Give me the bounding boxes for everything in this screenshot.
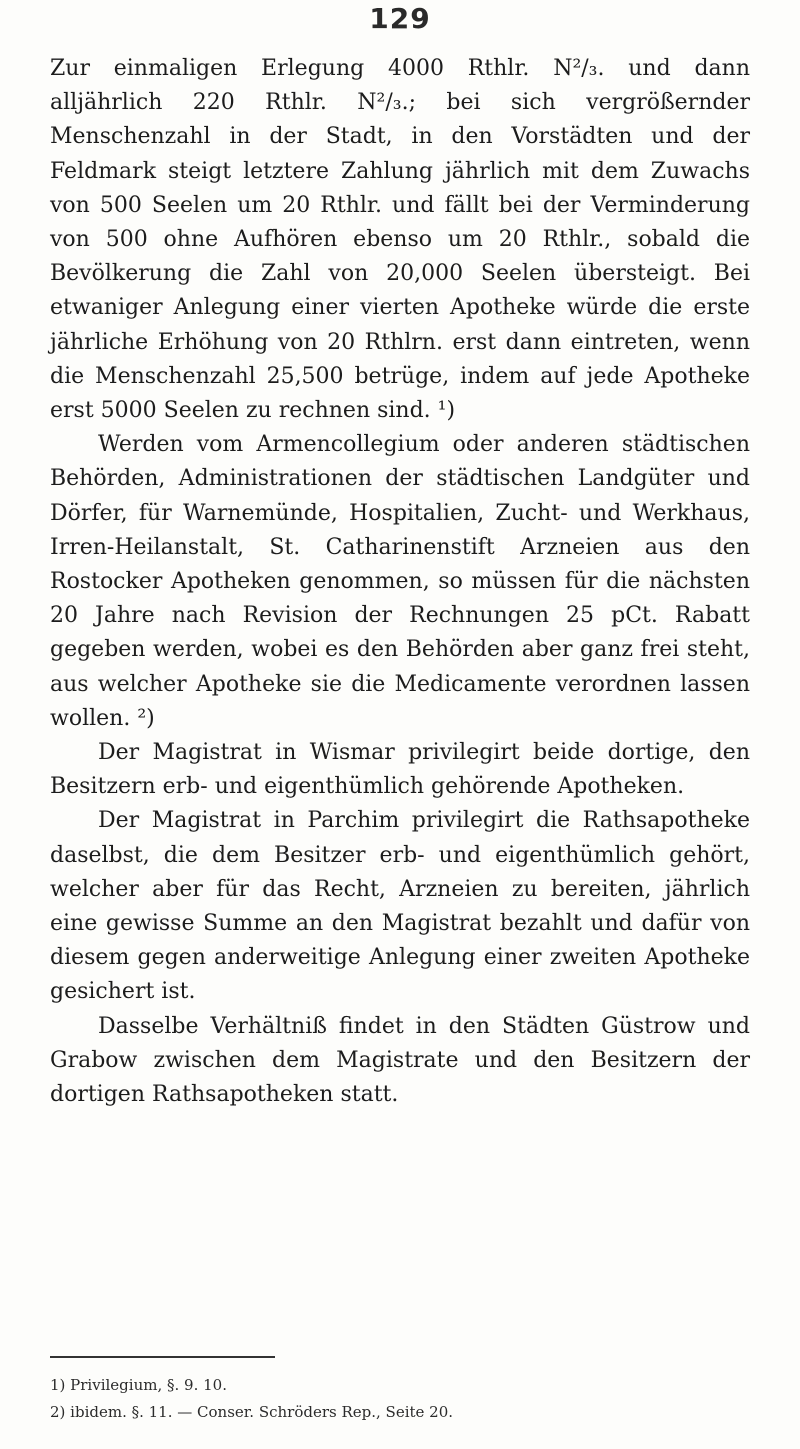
footnotes: [50, 1372, 750, 1426]
paragraph-guestrow-grabow: Dasselbe Verhältniß findet in den Städten Güstrow und Grabow zwischen dem Magistrate und den Besitzern der dortigen Rathsapotheken statt.: [50, 1013, 750, 1108]
page-number: 129: [369, 2, 431, 35]
paragraph-wismar: Der Magistrat in Wismar privilegirt beide dortige, den Besitzern erb- und eigenthümlich gehörende Apotheken.: [50, 740, 750, 800]
paragraph-rostock-rebate: Werden vom Armencollegium oder anderen städtischen Behörden, Administrationen der städtischen Landgüter und Dörfer, für Warnemünde, Hospitalien, Zucht- und Werkhaus, Irren-Heilanstalt, St. Catharinenstift Arzneien aus den Rostocker Apotheken genommen, so müssen für die nächsten 20 Jahre nach Revision der Rechnungen 25 pCt. Rabatt gegeben werden, wobei es den Behörden aber ganz frei steht, aus welcher Apotheke sie die Medicamente verordnen lassen wollen. ²): [50, 432, 750, 731]
body-text: [50, 52, 750, 1112]
footnote-1: 1) Privilegium, §. 9. 10.: [50, 1376, 227, 1394]
paragraph-payment-terms: Zur einmaligen Erlegung 4000 Rthlr. N²/₃. und dann alljährlich 220 Rthlr. N²/₃.; bei sich vergrößernder Menschenzahl in der Stadt, in den Vorstädten und der Feldmark steigt letztere Zahlung jährlich mit dem Zuwachs von 500 Seelen um 20 Rthlr. und fällt bei der Verminderung von 500 ohne Aufhören ebenso um 20 Rthlr., sobald die Bevölkerung die Zahl von 20,000 Seelen übersteigt. Bei etwaniger Anlegung einer vierten Apotheke würde die erste jährliche Erhöhung von 20 Rthlrn. erst dann eintreten, wenn die Menschenzahl 25,500 betrüge, indem auf jede Apotheke erst 5000 Seelen zu rechnen sind. ¹): [50, 56, 750, 424]
footnote-2: 2) ibidem. §. 11. — Conser. Schröders Rep., Seite 20.: [50, 1403, 454, 1421]
paragraph-parchim: Der Magistrat in Parchim privilegirt die Rathsapotheke daselbst, die dem Besitzer erb- und eigenthümlich gehört, welcher aber für das Recht, Arzneien zu bereiten, jährlich eine gewisse Summe an den Magistrat bezahlt und dafür von diesem gegen anderweitige Anlegung einer zweiten Apotheke gesichert ist.: [50, 808, 750, 1005]
footnote-divider: [50, 1356, 275, 1358]
